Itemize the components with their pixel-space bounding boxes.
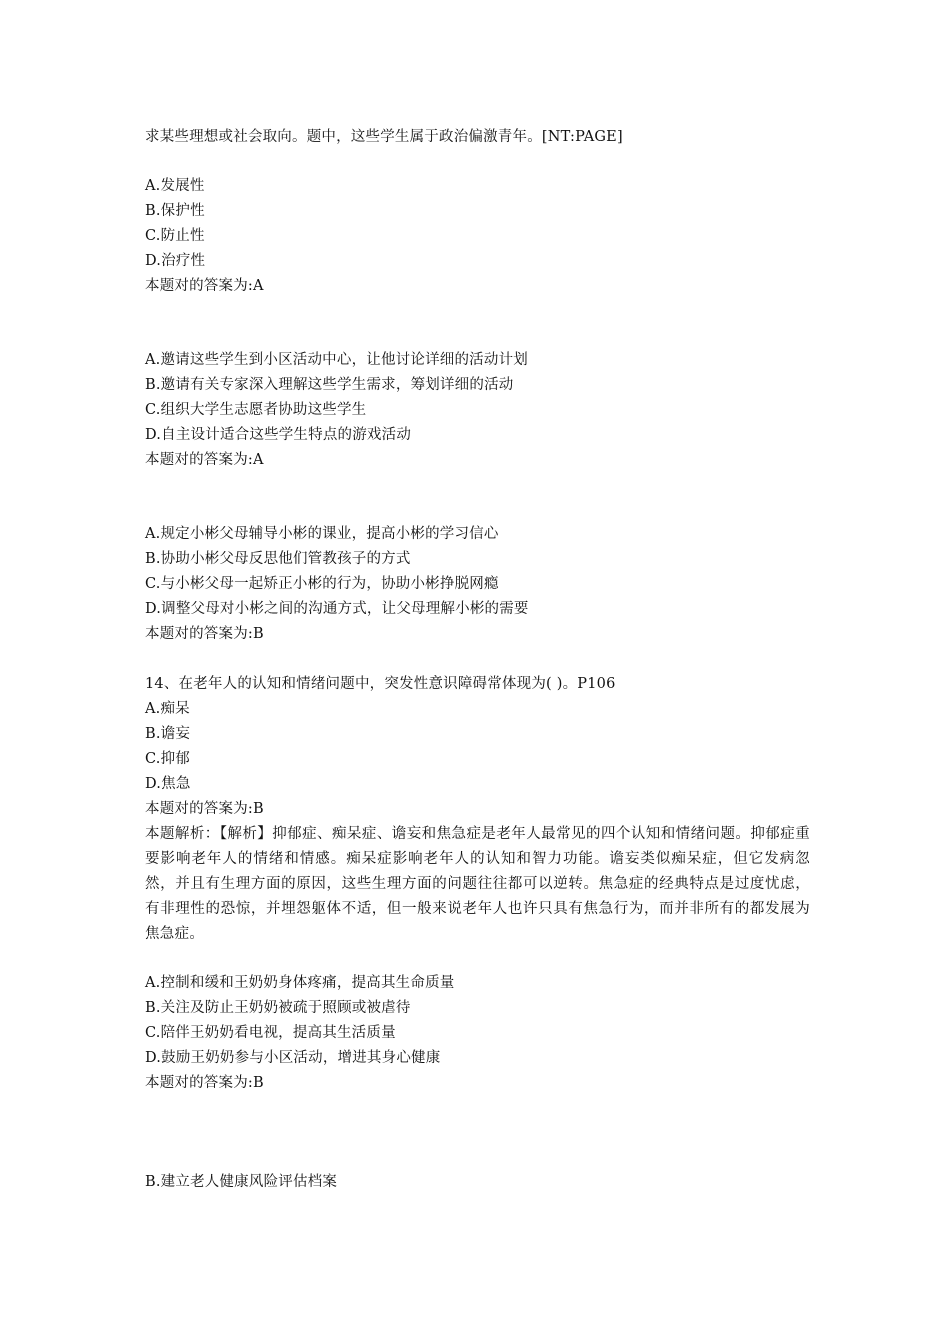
intro-text: 求某些理想或社会取向。题中，这些学生属于政治偏激青年。[NT:PAGE] [145,129,623,145]
option-a: A.控制和缓和王奶奶身体疼痛，提高其生命质量 [145,975,455,991]
option-b: B.保护性 [145,203,205,219]
option-d: D.治疗性 [145,253,206,269]
option-d: D.调整父母对小彬之间的沟通方式，让父母理解小彬的需要 [145,601,529,617]
analysis-paragraph: 本题解析：【解析】抑郁症、痴呆症、谵妄和焦急症是老年人最常见的四个认知和情绪问题。抑郁症重要影响老年人的情绪和情感。痴呆症影响老年人的认知和智力功能。谵妄类似痴呆症，但它发病忽然，并且有生理方面的原因，这些生理方面的问题往往都可以逆转。焦急症的经典特点是过度忧虑，有非理性的恐惊，并埋怨躯体不适，但一般来说老年人也许只具有焦急行为，而并非所有的都发展为焦急症。 [145,826,810,942]
option-b: B.建立老人健康风险评估档案 [145,1174,338,1190]
answer-line: 本题对的答案为:B [145,626,264,642]
option-b: B.关注及防止王奶奶被疏于照顾或被虐待 [145,1000,411,1016]
option-c: C.抑郁 [145,751,190,767]
option-d: D.焦急 [145,776,191,792]
question-14: 14、在老年人的认知和情绪问题中，突发性意识障碍常体现为( )。P106 [145,676,616,692]
answer-line: 本题对的答案为:A [145,278,264,294]
answer-line: 本题对的答案为:A [145,452,264,468]
option-a: A.痴呆 [145,701,190,717]
option-b: B.协助小彬父母反思他们管教孩子的方式 [145,551,411,567]
option-b: B.谵妄 [145,726,191,742]
answer-line: 本题对的答案为:B [145,801,264,817]
option-a: A.规定小彬父母辅导小彬的课业，提高小彬的学习信心 [145,526,499,542]
option-a: A.发展性 [145,178,205,194]
option-c: C.防止性 [145,228,205,244]
option-c: C.与小彬父母一起矫正小彬的行为，协助小彬挣脱网瘾 [145,576,499,592]
option-b: B.邀请有关专家深入理解这些学生需求，筹划详细的活动 [145,377,514,393]
option-c: C.组织大学生志愿者协助这些学生 [145,402,367,418]
option-d: D.自主设计适合这些学生特点的游戏活动 [145,427,412,443]
option-c: C.陪伴王奶奶看电视，提高其生活质量 [145,1025,396,1041]
answer-line: 本题对的答案为:B [145,1075,264,1091]
option-d: D.鼓励王奶奶参与小区活动，增进其身心健康 [145,1050,441,1066]
option-a: A.邀请这些学生到小区活动中心，让他讨论详细的活动计划 [145,352,528,368]
